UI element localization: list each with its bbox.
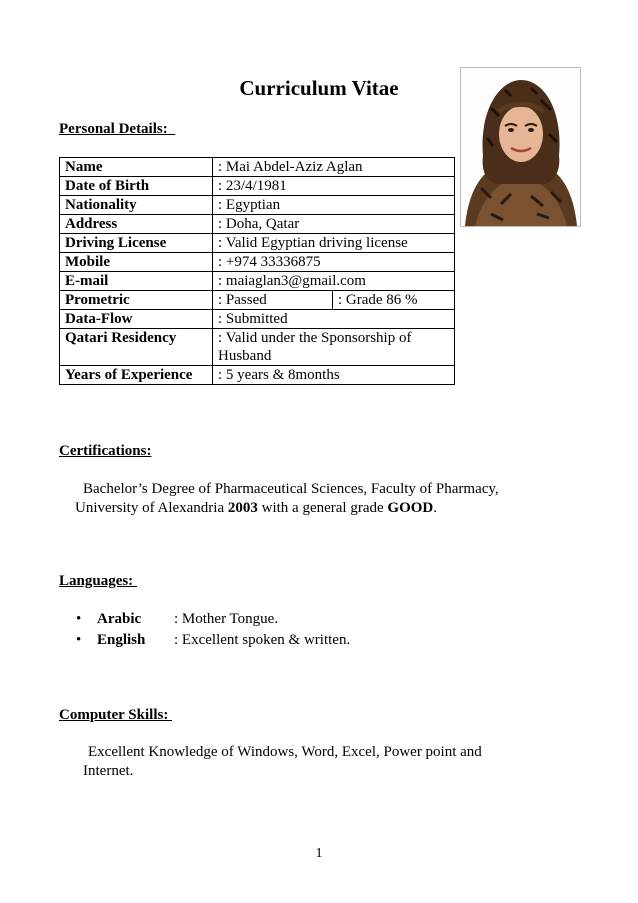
row-label-experience: Years of Experience <box>60 366 213 385</box>
computer-skills-line-1: Excellent Knowledge of Windows, Word, Excel, Power point and <box>88 744 482 760</box>
bullet-icon: • <box>76 632 82 648</box>
row-value-nationality: : Egyptian <box>213 196 455 215</box>
table-row <box>60 310 455 329</box>
table-row <box>60 196 455 215</box>
table-row <box>60 234 455 253</box>
certifications-heading: Certifications: <box>59 443 152 459</box>
page-number: 1 <box>315 846 323 861</box>
row-value-name: : Mai Abdel-Aziz Aglan <box>213 158 455 177</box>
table-row <box>60 177 455 196</box>
row-value-qatari-residency: : Valid under the Sponsorship of Husband <box>213 329 455 366</box>
row-value-email: : maiaglan3@gmail.com <box>213 272 455 291</box>
document-title: Curriculum Vitae <box>239 76 399 100</box>
row-label-data-flow: Data-Flow <box>60 310 213 329</box>
table-row <box>60 158 455 177</box>
certification-university: University of Alexandria <box>75 500 228 516</box>
table-row <box>60 366 455 385</box>
table-row <box>60 329 455 366</box>
certification-period: . <box>433 500 438 516</box>
table-row <box>60 291 455 310</box>
row-value-mobile: : +974 33336875 <box>213 253 455 272</box>
personal-details-table <box>59 157 455 385</box>
profile-photo <box>460 67 581 227</box>
certification-line-1: Bachelor’s Degree of Pharmaceutical Sciences, Faculty of Pharmacy, <box>83 481 499 497</box>
row-value-experience: : 5 years & 8months <box>213 366 455 385</box>
row-label-name: Name <box>60 158 213 177</box>
row-label-prometric: Prometric <box>60 291 213 310</box>
portrait-image <box>461 68 580 226</box>
row-label-address: Address <box>60 215 213 234</box>
certification-grade-text: with a general grade <box>257 500 388 516</box>
certification-grade: GOOD <box>387 500 434 516</box>
row-value-driving-license: : Valid Egyptian driving license <box>213 234 455 253</box>
row-label-driving-license: Driving License <box>60 234 213 253</box>
row-value-address: : Doha, Qatar <box>213 215 455 234</box>
row-label-mobile: Mobile <box>60 253 213 272</box>
table-row <box>60 215 455 234</box>
language-name: Arabic <box>97 611 142 627</box>
row-label-nationality: Nationality <box>60 196 213 215</box>
table-row <box>60 272 455 291</box>
row-value-prometric: : Passed <box>213 291 333 310</box>
certification-year: 2003 <box>227 500 258 516</box>
certification-line-2 <box>75 499 437 519</box>
language-level: : Excellent spoken & written. <box>174 632 351 648</box>
row-value-prometric-grade: : Grade 86 % <box>333 291 455 310</box>
row-label-qatari-residency: Qatari Residency <box>60 329 213 366</box>
language-name: English <box>97 632 146 648</box>
computer-skills-heading: Computer Skills: <box>59 707 173 723</box>
language-level: : Mother Tongue. <box>174 611 279 627</box>
languages-heading: Languages: <box>59 573 137 589</box>
personal-details-heading: Personal Details: <box>59 121 176 137</box>
row-label-dob: Date of Birth <box>60 177 213 196</box>
table-row <box>60 253 455 272</box>
computer-skills-line-2: Internet. <box>83 763 134 779</box>
row-value-dob: : 23/4/1981 <box>213 177 455 196</box>
bullet-icon: • <box>76 611 82 627</box>
row-label-email: E-mail <box>60 272 213 291</box>
row-value-data-flow: : Submitted <box>213 310 455 329</box>
